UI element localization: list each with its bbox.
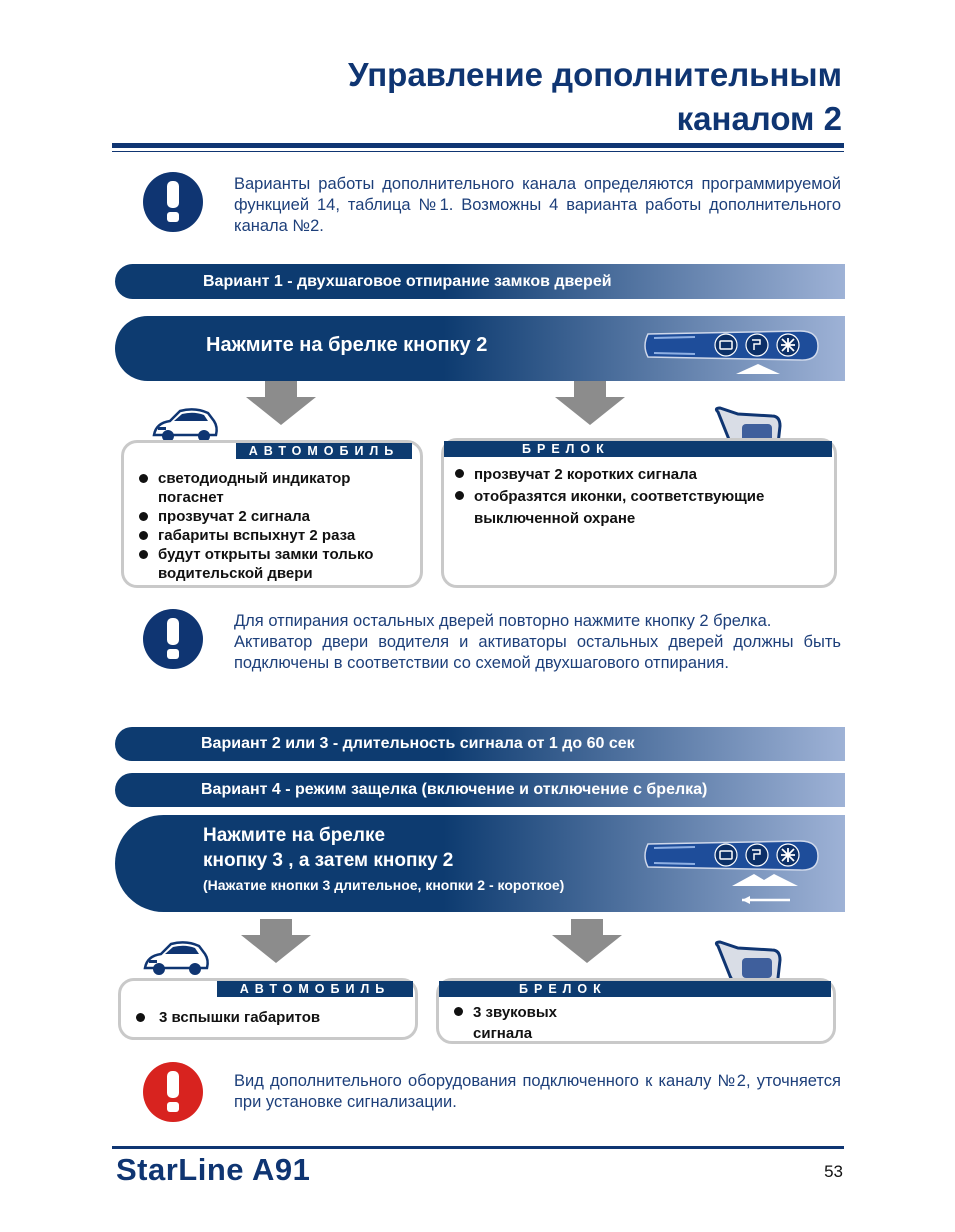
list-item-text: прозвучат 2 сигнала: [158, 508, 310, 525]
list-item: [136, 526, 418, 545]
down-arrow-icon: [552, 919, 622, 963]
page-title-line-2: каналом 2: [676, 100, 842, 137]
variant4-band: [115, 773, 845, 807]
car-panel-list: [133, 1008, 413, 1027]
list-item-text: прозвучат 2 коротких сигнала: [474, 466, 698, 483]
list-item-text: габариты вспыхнут 2 раза: [158, 527, 356, 544]
list-item: [136, 469, 388, 507]
car-panel-heading: АВТОМОБИЛЬ: [236, 443, 412, 459]
down-arrow-icon: [241, 919, 311, 963]
variant1-instruction: Нажмите на брелке кнопку 2: [206, 334, 488, 356]
list-item-text: будут открыты замки только водительской двери: [158, 546, 374, 582]
list-item-text: отобразятся иконки, соответствующие выключенной охране: [474, 488, 765, 527]
footer-brand: StarLine A91: [116, 1152, 311, 1187]
variant4-instruction-line-1: Нажмите на брелке: [203, 825, 386, 846]
footer-rule: [112, 1146, 844, 1149]
list-item-text: 3 вспышки габаритов: [159, 1009, 321, 1026]
warning-note: [234, 1071, 841, 1113]
fob-panel-heading: БРЕЛОК: [439, 981, 831, 997]
car-icon: [141, 938, 211, 980]
list-item: [136, 545, 403, 583]
middle-note-paragraph-1: Для отпирания остальных дверей повторно нажмите кнопку 2 брелка.: [234, 612, 772, 630]
list-item-text: светодиодный индикатор погаснет: [158, 470, 351, 506]
exclamation-icon: [143, 172, 203, 232]
fob-panel-list: [451, 1002, 581, 1044]
variant4-car-panel: [118, 978, 418, 1040]
header-rule: [112, 143, 844, 148]
intro-note-text: Варианты работы дополнительного канала определяются программируемой функцией 14, таблица №1. Возможны 4 варианта работы дополнительного канала №2.: [234, 175, 841, 235]
down-arrow-icon: [555, 381, 625, 425]
variant1-band-label: Вариант 1 - двухшаговое отпирание замков дверей: [203, 272, 612, 290]
variant1-band: [115, 264, 845, 299]
list-item: [451, 1002, 581, 1044]
car-panel-list: [136, 469, 418, 583]
variant4-fob-panel: [436, 978, 836, 1044]
intro-note: [234, 174, 841, 237]
list-item: [136, 507, 418, 526]
key-fob-buttons-3-2-icon: [640, 836, 820, 908]
variant4-band-label: Вариант 4 - режим защелка (включение и отключение с брелка): [201, 781, 708, 798]
variant1-fob-panel: [441, 438, 837, 588]
middle-note: [234, 611, 841, 674]
list-item-text: 3 звуковых сигнала: [473, 1004, 558, 1042]
fob-panel-list: [452, 464, 792, 530]
variant1-car-panel: [121, 440, 423, 588]
variant4-instruction-line-2: кнопку 3 , а затем кнопку 2: [203, 850, 454, 871]
variant4-instruction-sub: (Нажатие кнопки 3 длительное, кнопки 2 - короткое): [203, 877, 565, 893]
key-fob-button-2-icon: [640, 326, 820, 376]
down-arrow-icon: [246, 381, 316, 425]
list-item: [452, 486, 784, 530]
fob-panel-heading: БРЕЛОК: [444, 441, 832, 457]
variant23-band: [115, 727, 845, 761]
car-panel-heading: АВТОМОБИЛЬ: [217, 981, 413, 997]
page-title-line-1: Управление дополнительным: [347, 56, 842, 93]
middle-note-paragraph-2: Активатор двери водителя и активаторы остальных дверей должны быть подключены в соответствии со схемой двухшагового отпирания.: [234, 633, 841, 672]
list-item: [133, 1008, 413, 1027]
page-number: 53: [824, 1162, 843, 1181]
list-item: [452, 464, 792, 486]
warning-exclamation-icon: [143, 1062, 203, 1122]
header-rule-thin: [112, 151, 844, 152]
exclamation-icon: [143, 609, 203, 669]
variant23-band-label: Вариант 2 или 3 - длительность сигнала от 1 до 60 сек: [201, 735, 635, 752]
warning-note-text: Вид дополнительного оборудования подключенного к каналу №2, уточняется при установке сигнализации.: [234, 1072, 841, 1111]
